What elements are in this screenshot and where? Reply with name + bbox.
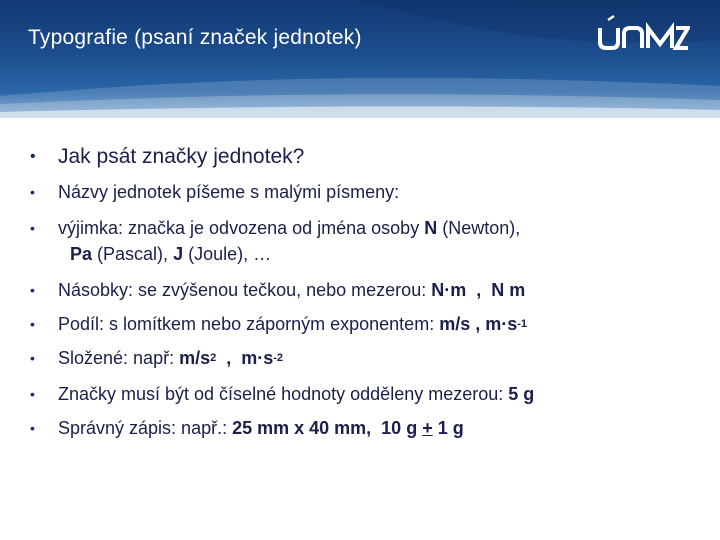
item-text: Násobky: se zvýšenou tečkou, nebo mezerou: N·m , N m [58, 280, 526, 300]
bullet-icon: • [30, 386, 35, 402]
item-text: Značky musí být od číselné hodnoty odděleny mezerou: 5 g [58, 384, 535, 404]
unmz-logo [594, 14, 690, 56]
item-text: Pa (Pascal), J (Joule), … [70, 244, 272, 264]
slide-header [0, 0, 720, 118]
item-text: Podíl: s lomítkem nebo záporným exponentem: m/s , $m\cdot s^{-1}$ [58, 314, 528, 334]
bullet-icon: • [30, 350, 35, 366]
item-text: Složené: např: $m/s^2$ , $m\cdot s^{-2}$ [58, 348, 284, 368]
list-item [0, 278, 525, 302]
item-text: výjimka: značka je odvozena od jména osoby N (Newton), [58, 218, 521, 238]
item-text: Názvy jednotek píšeme s malými písmeny: [58, 182, 400, 202]
bullet-icon: • [30, 420, 35, 436]
list-item-continuation [0, 242, 271, 266]
bullet-icon: • [30, 220, 35, 236]
list-item [0, 312, 527, 336]
lead-text: Jak psát značky jednotek? [58, 145, 305, 168]
list-item-lead [0, 144, 304, 170]
bullet-icon: • [30, 148, 36, 165]
list-item [0, 216, 520, 240]
slide-title: Typografie (psaní značek jednotek) [28, 26, 362, 49]
item-text: Správný zápis: např.: 25 mm x 40 mm, 10 g + 1 g [58, 418, 464, 438]
list-item [0, 416, 464, 440]
list-item [0, 382, 534, 406]
bullet-icon: • [30, 184, 35, 200]
bullet-icon: • [30, 316, 35, 332]
list-item [0, 180, 399, 204]
list-item [0, 346, 283, 370]
bullet-icon: • [30, 282, 35, 298]
